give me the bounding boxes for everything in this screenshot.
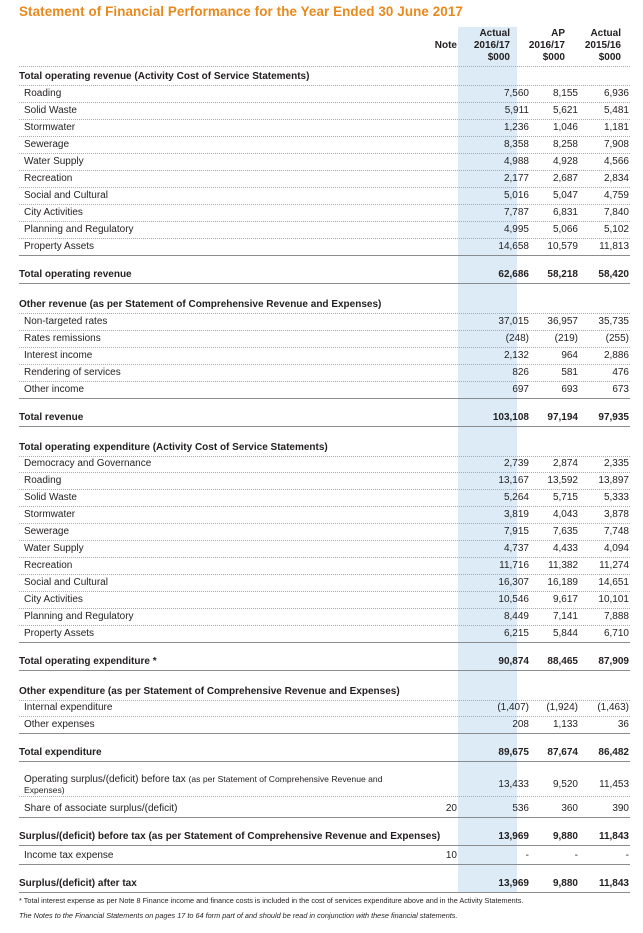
row-label: Other expenditure (as per Statement of Comprehensive Revenue and Expenses) <box>19 685 400 697</box>
row-label: Rendering of services <box>24 366 121 378</box>
table-row <box>19 382 630 399</box>
header-col3-line3: $000 <box>598 52 621 63</box>
value-ap-2016-17: 2,874 <box>552 457 578 469</box>
value-actual-2016-17: 13,167 <box>498 474 529 486</box>
value-ap-2016-17: 1,133 <box>552 718 578 730</box>
table-row <box>19 626 630 643</box>
total-row <box>19 829 630 846</box>
value-actual-2016-17: - <box>525 849 529 861</box>
value-actual-2016-17: 16,307 <box>498 576 529 588</box>
value-ap-2016-17: 5,047 <box>552 189 578 201</box>
value-ap-2016-17: 8,258 <box>552 138 578 150</box>
table-row <box>19 700 630 717</box>
table-row <box>19 592 630 609</box>
page-title: Statement of Financial Performance for the Year Ended 30 June 2017 <box>19 4 463 19</box>
value-actual-2016-17: 14,658 <box>498 240 529 252</box>
value-actual-2016-17: 5,911 <box>504 104 529 116</box>
value-actual-2015-16: 36 <box>617 718 629 730</box>
value-actual-2016-17: 3,819 <box>503 508 529 520</box>
value-ap-2016-17: 360 <box>561 802 578 814</box>
value-actual-2015-16: - <box>625 849 629 861</box>
table-row <box>19 774 630 797</box>
value-actual-2015-16: 5,481 <box>603 104 629 116</box>
value-ap-2016-17: 5,844 <box>552 627 578 639</box>
section-header-row <box>19 684 630 701</box>
header-col1-line2: 2016/17 <box>473 40 510 51</box>
total-row <box>19 267 630 284</box>
total-row <box>19 654 630 671</box>
value-ap-2016-17: 5,621 <box>552 104 578 116</box>
row-label: City Activities <box>24 593 83 605</box>
value-actual-2016-17: 4,737 <box>503 542 529 554</box>
value-ap-2016-17: 964 <box>561 349 578 361</box>
value-actual-2015-16: (255) <box>605 332 629 344</box>
total-row <box>19 876 630 893</box>
row-label: Stormwater <box>24 508 76 520</box>
value-ap-2016-17: 4,043 <box>552 508 578 520</box>
value-ap-2016-17: 1,046 <box>552 121 578 133</box>
value-actual-2016-17: 89,675 <box>498 746 529 758</box>
value-actual-2016-17: 37,015 <box>498 315 529 327</box>
value-ap-2016-17: 97,194 <box>547 411 578 423</box>
value-actual-2016-17: 13,969 <box>498 877 529 889</box>
value-ap-2016-17: 11,382 <box>548 559 578 571</box>
value-actual-2015-16: 4,759 <box>603 189 629 201</box>
row-label: Total operating expenditure (Activity Cost of Service Statements) <box>19 441 328 453</box>
row-label: Rates remissions <box>24 332 101 344</box>
value-actual-2016-17: 4,988 <box>503 155 529 167</box>
row-label: Social and Cultural <box>24 189 108 201</box>
value-actual-2016-17: 2,177 <box>503 172 529 184</box>
row-label: Total expenditure <box>19 746 102 758</box>
value-ap-2016-17: 9,617 <box>552 593 578 605</box>
header-col1-line1: Actual <box>479 28 510 39</box>
value-ap-2016-17: 9,880 <box>552 830 578 842</box>
value-actual-2016-17: 208 <box>512 718 529 730</box>
value-actual-2015-16: 7,888 <box>603 610 629 622</box>
value-actual-2015-16: 13,897 <box>598 474 629 486</box>
value-actual-2016-17: (248) <box>505 332 529 344</box>
value-ap-2016-17: 36,957 <box>547 315 578 327</box>
value-actual-2016-17: 2,132 <box>503 349 529 361</box>
table-row <box>19 348 630 365</box>
table-row <box>19 558 630 575</box>
header-col3-line1: Actual <box>590 28 621 39</box>
row-label: Total operating expenditure * <box>19 655 157 667</box>
table-row <box>19 609 630 626</box>
row-label: Solid Waste <box>24 491 77 503</box>
header-col2-line1: AP <box>551 28 565 39</box>
footnote-notes-reference: The Notes to the Financial Statements on pages 17 to 64 form part of and should be read in conjunction with these financial statements. <box>19 911 458 920</box>
table-row <box>19 86 630 103</box>
table-row <box>19 188 630 205</box>
value-actual-2015-16: 5,102 <box>603 223 629 235</box>
table-row <box>19 473 630 490</box>
row-label: Water Supply <box>24 542 84 554</box>
table-row <box>19 331 630 348</box>
value-actual-2016-17: 7,915 <box>503 525 529 537</box>
row-label: Property Assets <box>24 240 95 252</box>
note-ref: 10 <box>445 849 457 861</box>
value-actual-2015-16: 7,840 <box>603 206 629 218</box>
value-ap-2016-17: 6,831 <box>552 206 578 218</box>
table-row <box>19 120 630 137</box>
table-row <box>19 490 630 507</box>
row-label: Total revenue <box>19 411 84 423</box>
value-ap-2016-17: 7,141 <box>552 610 578 622</box>
note-ref: 20 <box>445 802 457 814</box>
value-ap-2016-17: 9,880 <box>552 877 578 889</box>
table-row <box>19 717 630 734</box>
value-actual-2016-17: 13,433 <box>498 778 529 790</box>
value-ap-2016-17: 13,592 <box>547 474 578 486</box>
table-row <box>19 103 630 120</box>
row-label: Other income <box>24 383 85 395</box>
value-ap-2016-17: 581 <box>561 366 578 378</box>
value-ap-2016-17: 9,520 <box>552 778 578 790</box>
row-label: Other revenue (as per Statement of Comprehensive Revenue and Expenses) <box>19 298 382 310</box>
value-ap-2016-17: 88,465 <box>547 655 578 667</box>
table-row <box>19 239 630 256</box>
value-actual-2015-16: 86,482 <box>598 746 629 758</box>
value-ap-2016-17: 5,715 <box>552 491 578 503</box>
value-ap-2016-17: 7,635 <box>552 525 578 537</box>
value-actual-2015-16: 11,843 <box>598 877 629 889</box>
row-label-text: Operating surplus/(deficit) before tax <box>24 774 186 785</box>
value-actual-2015-16: 2,335 <box>603 457 629 469</box>
row-label: Sewerage <box>24 525 70 537</box>
table-row <box>19 801 630 818</box>
value-actual-2016-17: 1,236 <box>503 121 529 133</box>
table-row <box>19 575 630 592</box>
value-ap-2016-17: 4,928 <box>552 155 578 167</box>
value-actual-2015-16: 6,936 <box>603 87 629 99</box>
value-actual-2015-16: 35,735 <box>598 315 629 327</box>
value-actual-2015-16: 5,333 <box>603 491 629 503</box>
table-row <box>19 365 630 382</box>
value-ap-2016-17: 4,433 <box>552 542 578 554</box>
value-actual-2015-16: 11,813 <box>599 240 629 252</box>
header-col1-line3: $000 <box>487 52 510 63</box>
table-row <box>19 137 630 154</box>
row-label: Sewerage <box>24 138 70 150</box>
row-label: Democracy and Governance <box>24 457 152 469</box>
value-actual-2016-17: 536 <box>512 802 529 814</box>
value-ap-2016-17: 2,687 <box>552 172 578 184</box>
table-row <box>19 314 630 331</box>
table-row <box>19 848 630 865</box>
value-actual-2015-16: 97,935 <box>598 411 629 423</box>
header-col2-line2: 2016/17 <box>528 40 565 51</box>
row-label: Roading <box>24 87 62 99</box>
value-actual-2015-16: 4,094 <box>603 542 629 554</box>
value-actual-2016-17: 13,969 <box>498 830 529 842</box>
value-actual-2016-17: 7,560 <box>503 87 529 99</box>
value-actual-2015-16: 7,908 <box>603 138 629 150</box>
value-actual-2015-16: 87,909 <box>598 655 629 667</box>
value-actual-2016-17: 5,016 <box>503 189 529 201</box>
value-actual-2015-16: 4,566 <box>603 155 629 167</box>
table-row <box>19 154 630 171</box>
value-actual-2015-16: 6,710 <box>603 627 629 639</box>
value-ap-2016-17: 58,218 <box>547 268 578 280</box>
value-actual-2015-16: 11,453 <box>599 778 629 790</box>
table-row <box>19 507 630 524</box>
row-label: Surplus/(deficit) after tax <box>19 877 137 889</box>
value-ap-2016-17: - <box>574 849 578 861</box>
value-actual-2016-17: 4,995 <box>503 223 529 235</box>
row-label-suffix: (as per Statement of Comprehensive Revenue and Expenses) <box>24 774 383 795</box>
table-row <box>19 524 630 541</box>
row-label <box>24 774 419 796</box>
value-ap-2016-17: 16,189 <box>547 576 578 588</box>
value-actual-2016-17: 2,739 <box>503 457 529 469</box>
value-actual-2015-16: 3,878 <box>603 508 629 520</box>
row-label: Solid Waste <box>24 104 77 116</box>
row-label: Surplus/(deficit) before tax (as per Statement of Comprehensive Revenue and Expenses) <box>19 830 441 842</box>
table-row <box>19 205 630 222</box>
header-col2-line3: $000 <box>542 52 565 63</box>
value-ap-2016-17: (219) <box>554 332 578 344</box>
value-actual-2016-17: 90,874 <box>498 655 529 667</box>
row-label: Total operating revenue <box>19 268 132 280</box>
value-actual-2015-16: 14,651 <box>598 576 629 588</box>
footnote-interest: * Total interest expense as per Note 8 Finance income and finance costs is included in the cost of services expenditure above and in the Activity Statements. <box>19 896 524 905</box>
value-ap-2016-17: 10,579 <box>547 240 578 252</box>
total-row <box>19 745 630 762</box>
section-header-row <box>19 440 630 457</box>
value-actual-2016-17: 5,264 <box>503 491 529 503</box>
value-actual-2015-16: 10,101 <box>598 593 629 605</box>
total-row <box>19 410 630 427</box>
value-ap-2016-17: 5,066 <box>552 223 578 235</box>
section-header-row <box>19 297 630 314</box>
value-actual-2015-16: 390 <box>612 802 629 814</box>
row-label: Roading <box>24 474 62 486</box>
row-label: Total operating revenue (Activity Cost of Service Statements) <box>19 70 310 82</box>
value-actual-2015-16: (1,463) <box>597 701 629 713</box>
row-label: Share of associate surplus/(deficit) <box>24 802 178 814</box>
value-actual-2016-17: 103,108 <box>492 411 529 423</box>
value-actual-2015-16: 11,274 <box>599 559 629 571</box>
value-actual-2016-17: 62,686 <box>498 268 529 280</box>
row-label: Income tax expense <box>24 849 114 861</box>
table-row <box>19 541 630 558</box>
value-actual-2016-17: 10,546 <box>498 593 529 605</box>
section-header-row <box>19 69 630 86</box>
row-label: Other expenses <box>24 718 95 730</box>
value-actual-2016-17: 826 <box>512 366 529 378</box>
value-actual-2015-16: 1,181 <box>603 121 629 133</box>
row-label: Non-targeted rates <box>24 315 108 327</box>
value-actual-2016-17: 11,716 <box>499 559 529 571</box>
row-label: Property Assets <box>24 627 95 639</box>
value-actual-2016-17: 8,358 <box>503 138 529 150</box>
row-label: Water Supply <box>24 155 84 167</box>
header-col3-line2: 2015/16 <box>584 40 621 51</box>
value-actual-2015-16: 476 <box>612 366 629 378</box>
value-actual-2015-16: 673 <box>612 383 629 395</box>
row-label: Stormwater <box>24 121 76 133</box>
row-label: Planning and Regulatory <box>24 223 134 235</box>
row-label: Recreation <box>24 172 73 184</box>
row-label: Internal expenditure <box>24 701 113 713</box>
value-ap-2016-17: 693 <box>561 383 578 395</box>
value-ap-2016-17: 8,155 <box>552 87 578 99</box>
value-actual-2015-16: 2,886 <box>603 349 629 361</box>
row-label: Social and Cultural <box>24 576 108 588</box>
row-label: City Activities <box>24 206 83 218</box>
table-row <box>19 222 630 239</box>
value-actual-2015-16: 2,834 <box>603 172 629 184</box>
value-ap-2016-17: (1,924) <box>546 701 578 713</box>
row-label: Interest income <box>24 349 93 361</box>
row-label: Planning and Regulatory <box>24 610 134 622</box>
table-row <box>19 171 630 188</box>
table-row <box>19 456 630 473</box>
row-label: Recreation <box>24 559 73 571</box>
value-actual-2015-16: 58,420 <box>598 268 629 280</box>
value-actual-2016-17: 6,215 <box>503 627 529 639</box>
header-note: Note <box>434 40 457 51</box>
value-actual-2015-16: 7,748 <box>603 525 629 537</box>
value-actual-2016-17: 7,787 <box>503 206 529 218</box>
value-actual-2016-17: (1,407) <box>497 701 529 713</box>
value-actual-2016-17: 697 <box>512 383 529 395</box>
value-actual-2016-17: 8,449 <box>503 610 529 622</box>
value-ap-2016-17: 87,674 <box>547 746 578 758</box>
value-actual-2015-16: 11,843 <box>598 830 629 842</box>
